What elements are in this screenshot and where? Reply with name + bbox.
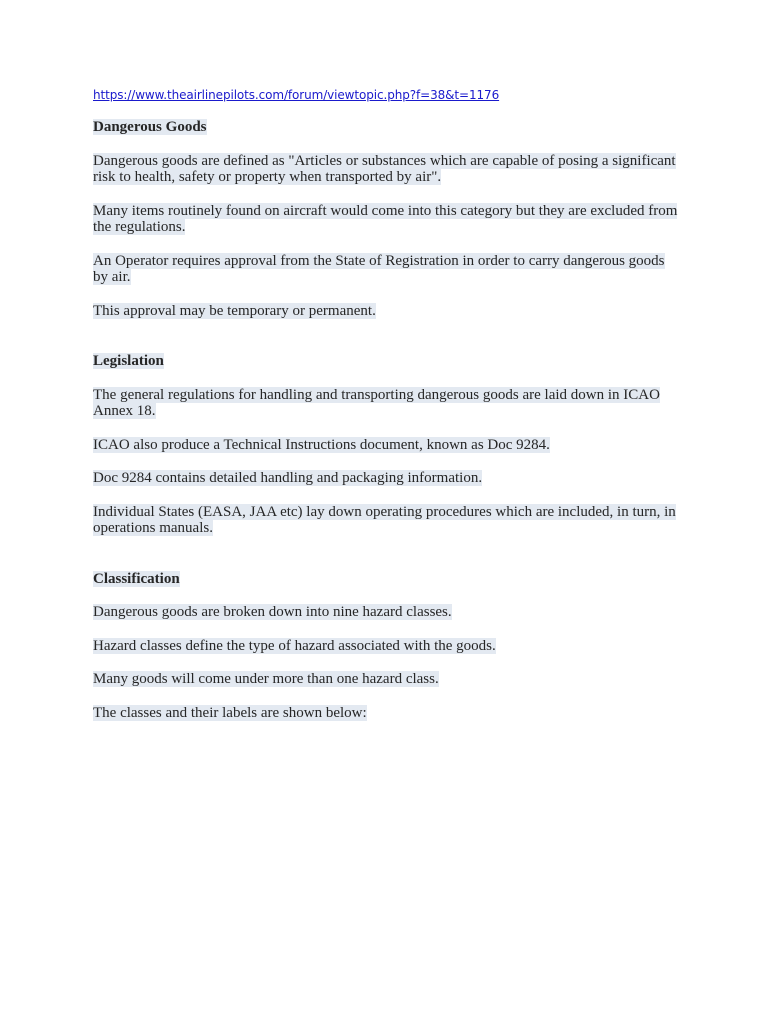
- paragraph: Doc 9284 contains detailed handling and packaging information.: [93, 470, 483, 486]
- paragraph: The general regulations for handling and transporting dangerous goods are laid down in ICAO Annex 18.: [93, 386, 660, 419]
- paragraph: Dangerous goods are broken down into nine hazard classes.: [93, 604, 452, 620]
- paragraph: Many items routinely found on aircraft would come into this category but they are excluded from the regulations.: [93, 202, 678, 235]
- section-spacer: [93, 336, 678, 353]
- source-link[interactable]: https://www.theairlinepilots.com/forum/viewtopic.php?f=38&t=1176: [93, 88, 500, 102]
- paragraph: Many goods will come under more than one hazard class.: [93, 671, 439, 687]
- document-page: [93, 87, 678, 738]
- paragraph: Dangerous goods are defined as "Articles or substances which are capable of posing a significant risk to health, safety or property when transported by air".: [93, 152, 676, 185]
- paragraph: This approval may be temporary or permanent.: [93, 302, 376, 319]
- section-spacer: [93, 554, 678, 571]
- section-heading-legislation: Legislation: [93, 353, 164, 369]
- paragraph: An Operator requires approval from the State of Registration in order to carry dangerous goods by air.: [93, 252, 665, 285]
- paragraph: ICAO also produce a Technical Instructions document, known as Doc 9284.: [93, 436, 550, 453]
- section-heading-dangerous-goods: Dangerous Goods: [93, 119, 207, 135]
- paragraph: The classes and their labels are shown below:: [93, 704, 367, 721]
- paragraph: Individual States (EASA, JAA etc) lay down operating procedures which are included, in turn, in operations manuals.: [93, 503, 676, 536]
- paragraph: Hazard classes define the type of hazard associated with the goods.: [93, 637, 496, 654]
- section-heading-classification: Classification: [93, 570, 180, 587]
